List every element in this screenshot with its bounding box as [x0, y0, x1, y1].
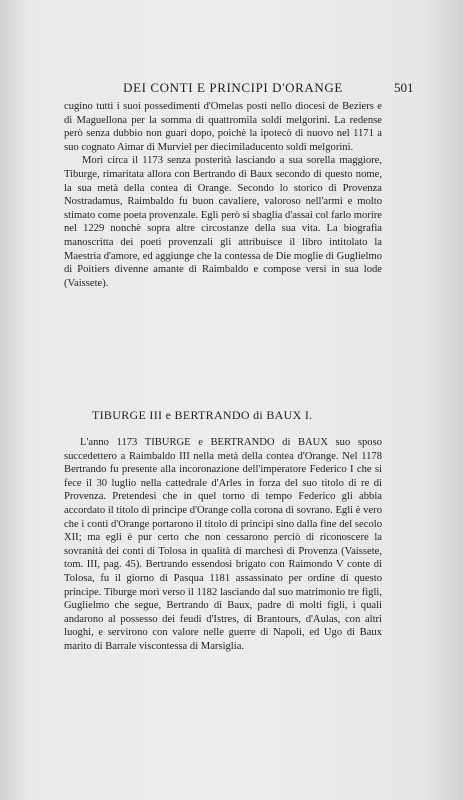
text-block-2: [64, 436, 382, 654]
paragraph: cugino tutti i suoi possedimenti d'Omelas posti nello diocesi de Beziers e di Maguellona per la somma di quattromila soldi melgorini. La redense però senza dubbio non guari dopo, poichè la ipotecò di nuovo nel 1171 a suo cognato Aimar di Murviel per diecimiladucento soldi melgorini.: [64, 101, 382, 153]
paragraph: L'anno 1173 TIBURGE e BERTRANDO di BAUX suo sposo succedettero a Raimbaldo III nella metà della contea d'Orange. Nel 1178 Bertrando fu presente alla incoronazione dell'imperatore Federico I che si fece il 30 luglio nella cattedrale d'Arles in forza del suo titolo di re di Provenza. Pretendesi che in quel torno di tempo Federico gli abbia accordato il titolo di principe d'Orange colla corona di sovrano. Egli è vero che i conti d'Orange portarono il titolo di principi sino dalla fine del secolo XII; ma egli è pur certo che non cessarono perciò di riconoscere la sovranità dei conti di Tolosa in qualità di marchesi di Provenza (Vaissete, tom. III, pag. 45). Bertrando essendosi brigato con Raimondo V conte di Tolosa, fu il giorno di Pasqua 1181 assassinato per ordine di questo principe. Tiburge morì verso il 1182 lasciando dal suo matrimonio tre figli, Guglielmo che segue, Bertrando di Baux, padre di molti figli, i quali andarono al possesso dei feudi d'Istres, di Brantours, d'Aulas, con altri luoghi, e servirono con valore nelle guerre di Napoli, ed Ugo di Baux marito di Barrale viscontessa di Marsiglia.: [64, 437, 382, 652]
page-number: 501: [394, 80, 414, 95]
running-title: DEI CONTI E PRINCIPI D'ORANGE: [123, 80, 343, 95]
paragraph: Morì circa il 1173 senza posterità lasciando a sua sorella maggiore, Tiburge, rimaritata allora con Bertrando di Baux secondo di questo nome, la sua metà della contea di Orange. Secondo lo storico di Provenza Nostradamus, Raimbaldo fu buon cavaliere, valoroso nell'armi e molto stimato come poeta provenzale. Egli però si sbaglia d'assai col farlo morire nel 1229 nonchè sopra altre circostanze della sua vita. La biografia manoscritta dei poeti provenzali gli attribuisce il libro intitolato la Maestria d'amore, ed aggiunge che la contessa de Die moglie di Guglielmo di Poitiers divenne amante di Raimbaldo e compose versi in sua lode (Vaissete).: [64, 155, 382, 289]
text-block-1: [64, 100, 382, 290]
section-heading: TIBURGE III e BERTRANDO di BAUX I.: [92, 408, 313, 422]
